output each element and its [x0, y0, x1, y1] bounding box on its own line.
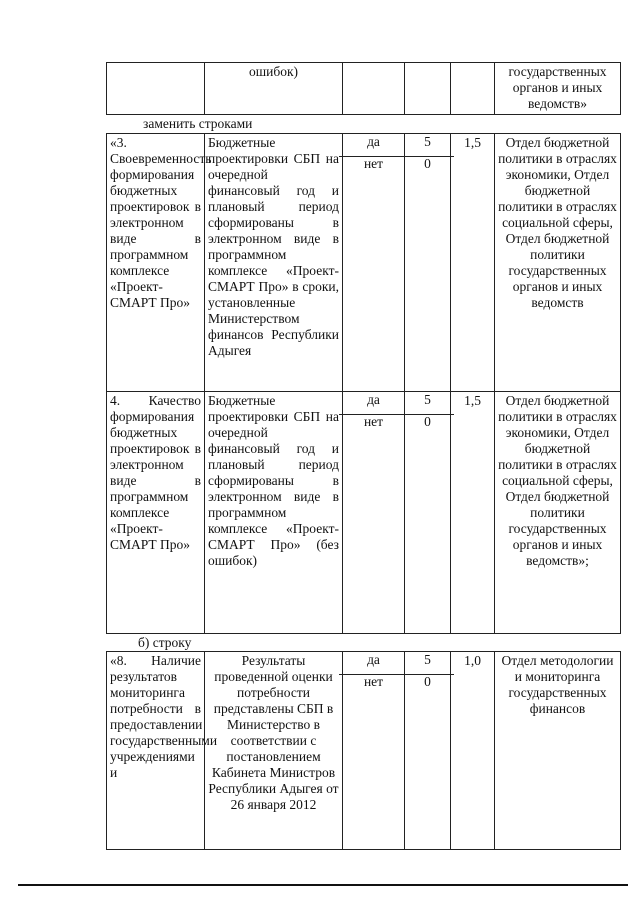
answer-cell [343, 392, 405, 634]
table-replacement-rows [106, 133, 621, 634]
weight-cell: 1,5 [451, 392, 495, 634]
responsible-cell: Отдел методологии и мониторинга государственных финансов [495, 652, 621, 850]
answer-yes: да [367, 134, 380, 149]
table-top-fragment [106, 62, 621, 115]
weight-cell [451, 63, 495, 115]
table-row8 [106, 651, 621, 850]
page-bottom-rule [18, 884, 628, 886]
table-row [107, 134, 621, 392]
weight-cell: 1,5 [451, 134, 495, 392]
table-row [107, 652, 621, 850]
table-row [107, 63, 621, 115]
criterion-cell [107, 63, 205, 115]
answer-no: нет [363, 674, 384, 689]
responsible-cell: Отдел бюджетной политики в отраслях экономики, Отдел бюджетной политики в отраслях социальной сферы, Отдел бюджетной политики государственных органов и иных ведомств»; [495, 392, 621, 634]
answer-yes: да [367, 392, 380, 407]
criterion-cell: 4. Качество формирования бюджетных проектировок в электронном виде в программном комплексе «Проект-СМАРТ Про» [107, 392, 205, 634]
answer-cell [343, 63, 405, 115]
answer-no: нет [363, 414, 384, 429]
score-no: 0 [424, 156, 431, 171]
answer-yes: да [367, 652, 380, 667]
criterion-cell: «8. Наличие результатов мониторинга потребности в предоставлении государственными учреждениями и [107, 652, 205, 850]
answer-cell [343, 134, 405, 392]
score-yes: 5 [424, 134, 431, 149]
score-cell [405, 392, 451, 634]
answer-no: нет [363, 156, 384, 171]
replace-instruction: заменить строками [143, 116, 253, 131]
table-row [107, 392, 621, 634]
description-cell: Бюджетные проектировки СБП на очередной финансовый год и плановый период сформированы в электронном виде в программном комплексе «Проект-СМАРТ Про» (без ошибок) [205, 392, 343, 634]
description-cell: Бюджетные проектировки СБП на очередной финансовый год и плановый период сформированы в электронном виде в программном комплексе «Проект-СМАРТ Про» в сроки, установленные Министерством финансов Республики Адыгея [205, 134, 343, 392]
score-no: 0 [424, 674, 431, 689]
score-cell [405, 63, 451, 115]
responsible-cell: Отдел бюджетной политики в отраслях экономики, Отдел бюджетной политики в отраслях социальной сферы, Отдел бюджетной политики государственных органов и иных ведомств [495, 134, 621, 392]
score-no: 0 [424, 414, 431, 429]
row-b-instruction: б) строку [138, 635, 192, 650]
responsible-cell: государственных органов и иных ведомств» [495, 63, 621, 115]
score-cell [405, 134, 451, 392]
weight-cell: 1,0 [451, 652, 495, 850]
score-cell [405, 652, 451, 850]
criterion-cell: «3. Своевременность формирования бюджетных проектировок в электронном виде в программном комплексе «Проект-СМАРТ Про» [107, 134, 205, 392]
description-cell: Результаты проведенной оценки потребности представлены СБП в Министерство в соответствии с постановлением Кабинета Министров Республики Адыгея от 26 января 2012 [205, 652, 343, 850]
score-yes: 5 [424, 652, 431, 667]
score-yes: 5 [424, 392, 431, 407]
description-cell: ошибок) [205, 63, 343, 115]
answer-cell [343, 652, 405, 850]
